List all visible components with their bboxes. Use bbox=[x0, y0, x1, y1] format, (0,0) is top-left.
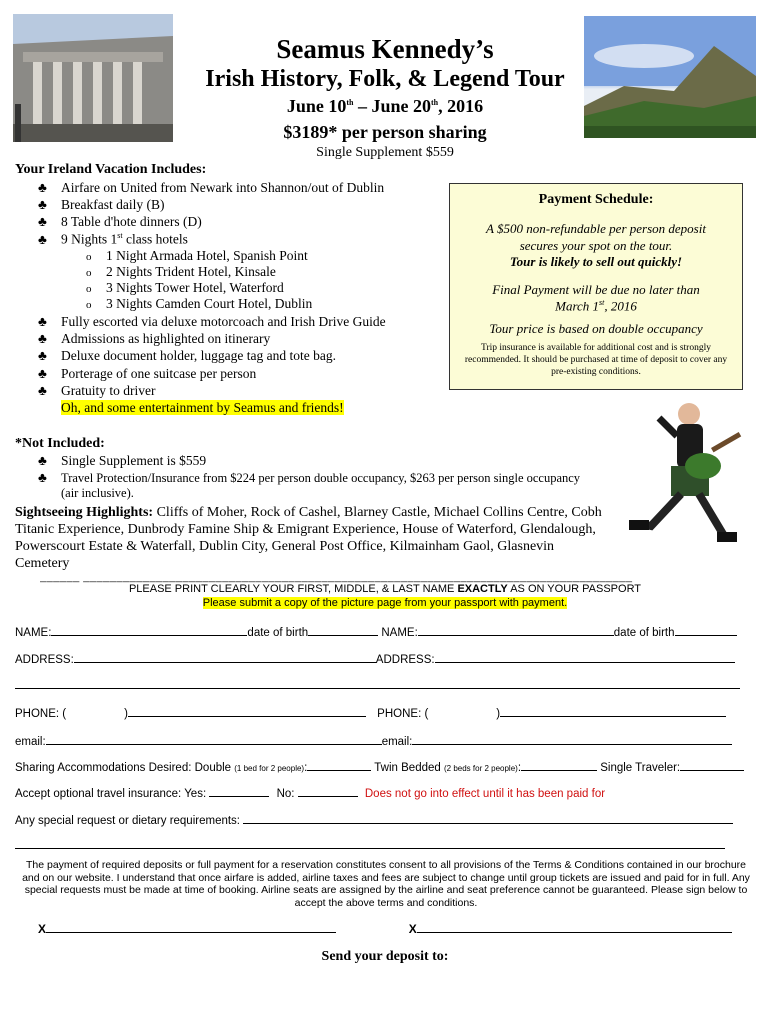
shamrock-bullet-icon: ♣ bbox=[38, 383, 47, 398]
twin-field[interactable] bbox=[521, 759, 597, 771]
list-item: ♣ Single Supplement is $559 bbox=[38, 453, 207, 468]
shamrock-bullet-icon: ♣ bbox=[38, 331, 47, 346]
dashed-divider: ______ ___________________________________________________________________________________ bbox=[40, 571, 633, 583]
dob-field-2[interactable] bbox=[675, 624, 737, 636]
address-field-2[interactable] bbox=[435, 651, 735, 663]
deposit-line: secures your spot on the tour. bbox=[519, 238, 673, 253]
list-item: ♣ Deluxe document holder, luggage tag and tote bag. bbox=[38, 348, 336, 363]
special-request-row: Any special request or dietary requirements: bbox=[15, 812, 733, 827]
list-item: ♣ Breakfast daily (B) bbox=[38, 197, 165, 212]
email-row: email: email: bbox=[15, 733, 732, 748]
address-line-extra[interactable] bbox=[15, 688, 740, 689]
insurance-warning: Does not go into effect until it has been paid for bbox=[364, 788, 606, 800]
tour-price: $3189* per person sharing bbox=[283, 122, 487, 142]
tour-dates: June 10th – June 20th, 2016 bbox=[286, 96, 484, 116]
shamrock-bullet-icon: ♣ bbox=[38, 180, 47, 195]
single-supplement: Single Supplement $559 bbox=[316, 145, 454, 160]
email-field-1[interactable] bbox=[46, 733, 382, 745]
shamrock-bullet-icon: ♣ bbox=[38, 197, 47, 212]
list-item: ♣ Porterage of one suitcase per person bbox=[38, 366, 257, 381]
phone-field-2[interactable] bbox=[500, 705, 726, 717]
tour-host-title: Seamus Kennedy’s bbox=[276, 34, 494, 64]
shamrock-bullet-icon: ♣ bbox=[38, 231, 47, 247]
phone-field-1[interactable] bbox=[128, 705, 366, 717]
shamrock-bullet-icon: ♣ bbox=[38, 470, 47, 485]
double-field[interactable] bbox=[307, 759, 371, 771]
shamrock-bullet-icon: ♣ bbox=[38, 453, 47, 468]
name-field-2[interactable] bbox=[418, 624, 614, 636]
shamrock-bullet-icon: ♣ bbox=[38, 314, 47, 329]
list-item: ♣ Airfare on United from Newark into Shannon/out of Dublin bbox=[38, 180, 385, 195]
insurance-yes-field[interactable] bbox=[209, 785, 269, 797]
shamrock-bullet-icon: ♣ bbox=[38, 366, 47, 381]
hotel-item: o 2 Nights Trident Hotel, Kinsale bbox=[86, 264, 276, 279]
deposit-line: A $500 non-refundable per person deposit bbox=[486, 221, 706, 236]
list-item-continued: (air inclusive). bbox=[61, 486, 134, 500]
passport-instructions: Please submit a copy of the picture page from your passport with payment. bbox=[202, 597, 568, 609]
email-field-2[interactable] bbox=[412, 733, 732, 745]
name-row: NAME: date of birth NAME: date of birth bbox=[15, 624, 737, 639]
terms-and-conditions: The payment of required deposits or full payment for a reservation constitutes consent to all provisions of the Terms & Conditions contained in our brochure and on our website. I understand that once airfare is added, airline taxes and fees are subject to change until group tickets are issued and paid for in full. Any special requests must be made at time of booking. Airline seats are assigned by the airline and seat preference cannot be guaranteed. Please sign below to accept the above terms and conditions. bbox=[22, 859, 750, 909]
list-item: ♣ Gratuity to driver bbox=[38, 383, 156, 398]
phone-row: PHONE: ( ) PHONE: ( ) bbox=[15, 705, 726, 720]
final-payment-date: March 1st, 2016 bbox=[555, 298, 637, 314]
seamus-guitar-photo bbox=[611, 396, 749, 562]
address-field-1[interactable] bbox=[74, 651, 376, 663]
includes-heading: Your Ireland Vacation Includes: bbox=[15, 162, 207, 177]
accommodations-row: Sharing Accommodations Desired: Double (1 bed for 2 people): Twin Bedded (2 beds for 2 people): Single Traveler: bbox=[15, 759, 744, 774]
final-payment-line: Final Payment will be due no later than bbox=[492, 282, 700, 297]
dob-field-1[interactable] bbox=[308, 624, 378, 636]
hotel-item: o 1 Night Armada Hotel, Spanish Point bbox=[86, 248, 308, 263]
list-item: ♣ 9 Nights 1st class hotels bbox=[38, 231, 188, 247]
not-included-heading: *Not Included: bbox=[15, 436, 105, 451]
payment-schedule-box bbox=[449, 183, 743, 390]
list-item: ♣ 8 Table d'hote dinners (D) bbox=[38, 214, 202, 229]
sellout-note: Tour is likely to sell out quickly! bbox=[509, 254, 683, 269]
send-deposit-heading: Send your deposit to: bbox=[321, 949, 449, 964]
insurance-row: Accept optional travel insurance: Yes: No: Does not go into effect until it has been paid for bbox=[15, 785, 605, 800]
sightseeing-highlights: Sightseeing Highlights: Cliffs of Moher, Rock of Cashel, Blarney Castle, Michael Collins Centre, Cobh Titanic Experience, Dunbrody Famine Ship & Emigrant Experience, House of Waterford, Glendalough, Powerscourt Estate & Waterfall, Dublin City, General Post Office, Kilmainham Gaol, Glasnevin Cemetery bbox=[15, 505, 602, 571]
shamrock-bullet-icon: ♣ bbox=[38, 214, 47, 229]
insurance-no-field[interactable] bbox=[298, 785, 358, 797]
list-item: ♣ Fully escorted via deluxe motorcoach and Irish Drive Guide bbox=[38, 314, 386, 329]
single-traveler-field[interactable] bbox=[680, 759, 744, 771]
entertainment-note: Oh, and some entertainment by Seamus and friends! bbox=[61, 400, 344, 415]
special-request-field[interactable] bbox=[243, 812, 733, 824]
insurance-note: Trip insurance is available for additional cost and is strongly recommended. It should be purchased at time of deposit to cover any pre-existing conditions. bbox=[464, 343, 728, 377]
occupancy-note: Tour price is based on double occupancy bbox=[489, 321, 703, 336]
tour-title: Irish History, Folk, & Legend Tour bbox=[205, 66, 565, 92]
hotel-item: o 3 Nights Camden Court Hotel, Dublin bbox=[86, 296, 313, 311]
list-item: ♣ Admissions as highlighted on itinerary bbox=[38, 331, 271, 346]
payment-heading: Payment Schedule: bbox=[538, 192, 654, 207]
signature-field-2[interactable] bbox=[417, 921, 732, 933]
hotel-item: o 3 Nights Tower Hotel, Waterford bbox=[86, 280, 284, 295]
signature-row: X X bbox=[38, 921, 732, 936]
shamrock-bullet-icon: ♣ bbox=[38, 348, 47, 363]
special-request-line-extra[interactable] bbox=[15, 848, 725, 849]
print-instructions: PLEASE PRINT CLEARLY YOUR FIRST, MIDDLE, & LAST NAME EXACTLY AS ON YOUR PASSPORT bbox=[128, 583, 642, 595]
address-row: ADDRESS: ADDRESS: bbox=[15, 651, 735, 666]
list-item: ♣ Travel Protection/Insurance from $224 per person double occupancy, $263 per person single occupancy bbox=[38, 470, 581, 485]
name-field-1[interactable] bbox=[51, 624, 247, 636]
signature-field-1[interactable] bbox=[46, 921, 336, 933]
